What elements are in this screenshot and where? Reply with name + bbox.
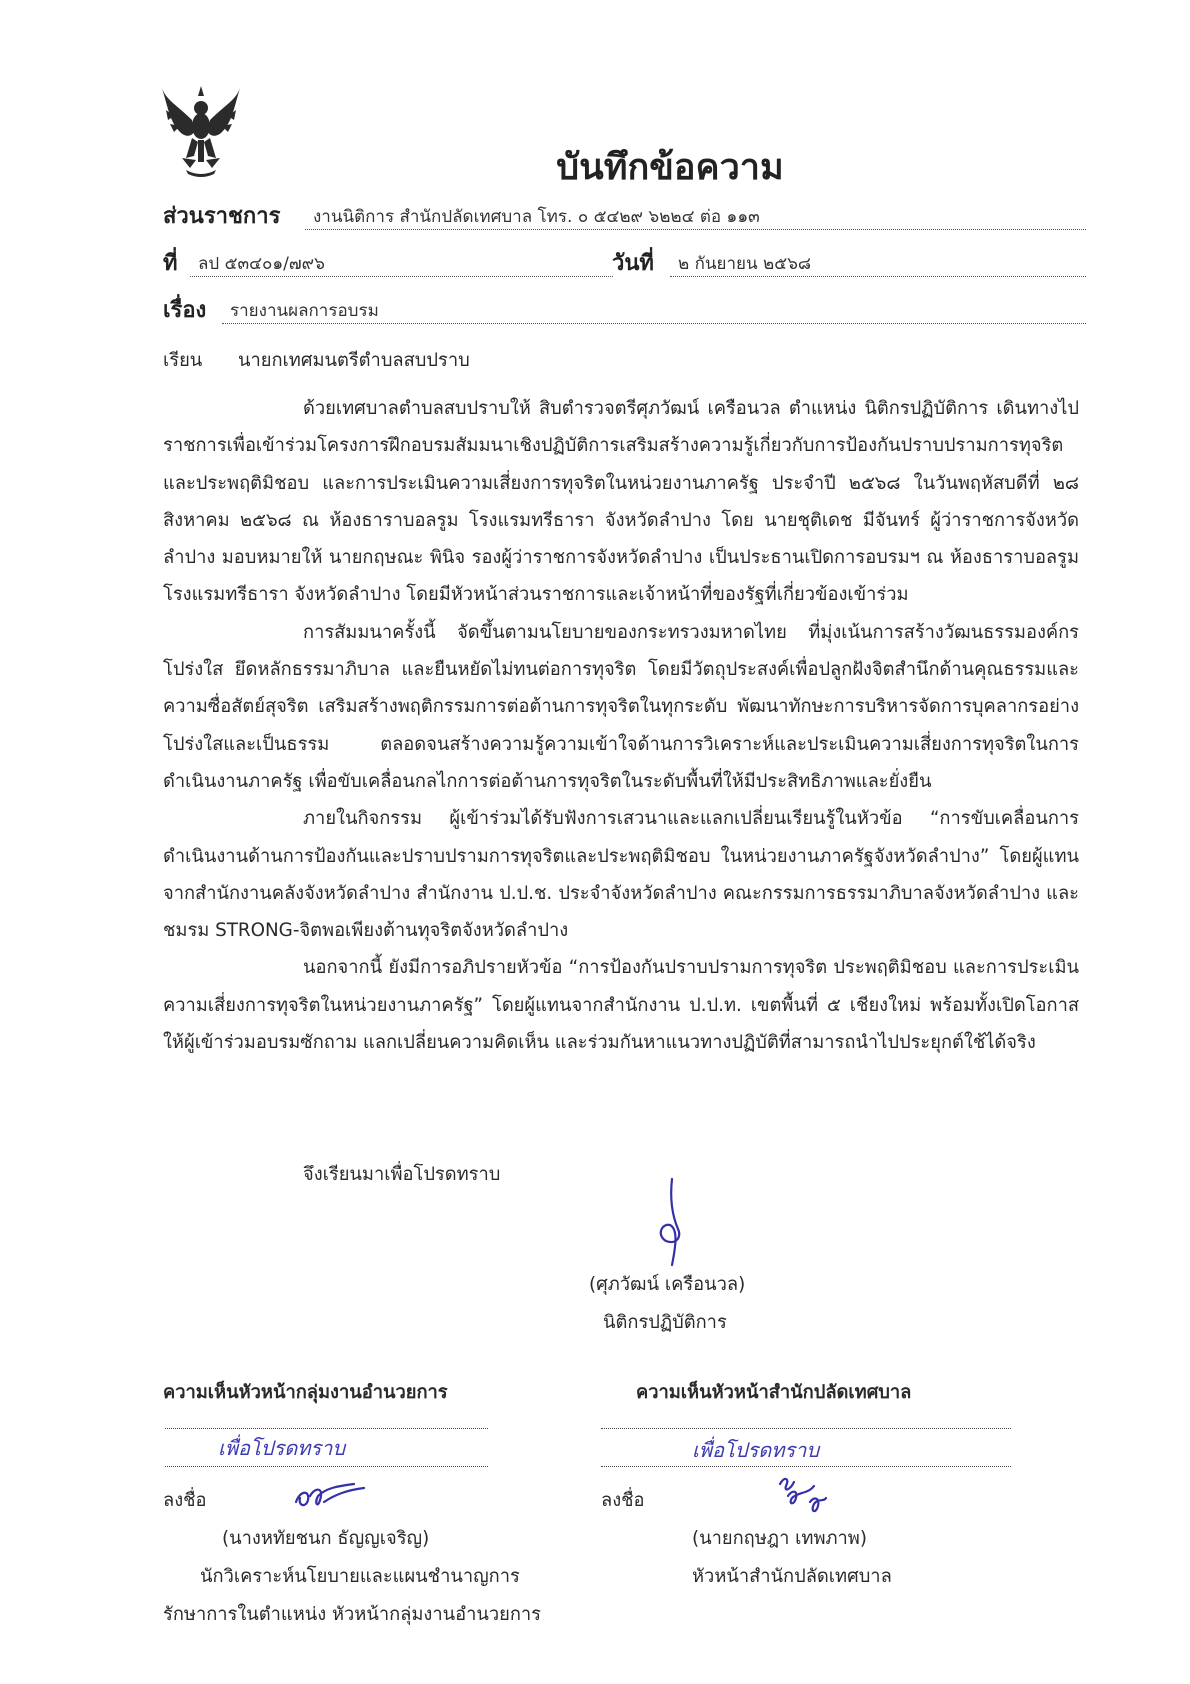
- left-opinion-handwriting: เพื่อโปรดทราบ: [218, 1436, 346, 1460]
- subject-label: เรื่อง: [163, 298, 207, 323]
- date-label: วันที่: [612, 251, 654, 276]
- right-opinion-handwriting: เพื่อโปรดทราบ: [692, 1438, 820, 1462]
- subject-value: รายงานผลการอบรม: [222, 299, 1086, 324]
- right-signature: [774, 1472, 830, 1520]
- body-paragraph-1: ด้วยเทศบาลตำบลสบปราบให้ สิบตำรวจตรีศุภวัฒน์ เครือนวล ตำแหน่ง นิติกรปฏิบัติการ เดินทางไปราชการเพื่อเข้าร่วมโครงการฝึกอบรมสัมมนาเชิงปฏิบัติการเสริมสร้างความรู้เกี่ยวกับการป้องกันปราบปรามการทุจริตและประพฤติมิชอบ และการประเมินความเสี่ยงการทุจริตในหน่วยงานภาครัฐ ประจำปี ๒๕๖๘ ในวันพฤหัสบดีที่ ๒๘ สิงหาคม ๒๕๖๘ ณ ห้องธาราบอลรูม โรงแรมทรีธารา จังหวัดลำปาง โดย นายชุติเดช มีจันทร์ ผู้ว่าราชการจังหวัดลำปาง มอบหมายให้ นายกฤษณะ พินิจ รองผู้ว่าราชการจังหวัดลำปาง เป็นประธานเปิดการอบรมฯ ณ ห้องธาราบอลรูม โรงแรมทรีธารา จังหวัดลำปาง โดยมีหัวหน้าส่วนราชการและเจ้าหน้าที่ของรัฐที่เกี่ยวข้องเข้าร่วม: [163, 398, 1079, 606]
- agency-label: ส่วนราชการ: [163, 204, 281, 229]
- salutation-label: เรียน: [163, 350, 203, 371]
- left-opinion-line-1: [165, 1428, 488, 1429]
- left-signer-position-1: นักวิเคราะห์นโยบายและแผนชำนาญการ: [200, 1566, 520, 1587]
- left-opinion-heading: ความเห็นหัวหน้ากลุ่มงานอำนวยการ: [163, 1382, 448, 1403]
- ref-value: ลป ๕๓๔๐๑/๗๙๖: [190, 252, 613, 277]
- signer-position: นิติกรปฏิบัติการ: [603, 1312, 727, 1333]
- left-signer-position-2: รักษาการในตำแหน่ง หัวหน้ากลุ่มงานอำนวยการ: [163, 1604, 541, 1625]
- right-opinion-line-2: [601, 1466, 1011, 1467]
- date-value: ๒ กันยายน ๒๕๖๘: [670, 252, 1086, 277]
- agency-value: งานนิติการ สำนักปลัดเทศบาล โทร. ๐ ๕๔๒๙ ๖๒๒๔ ต่อ ๑๑๓: [305, 205, 1086, 230]
- signer-name: (ศุภวัฒน์ เครือนวล): [589, 1274, 746, 1295]
- closing-text: จึงเรียนมาเพื่อโปรดทราบ: [303, 1164, 501, 1185]
- body-paragraph-4: นอกจากนี้ ยังมีการอภิปรายหัวข้อ “การป้องกันปราบปรามการทุจริต ประพฤติมิชอบ และการประเมินความเสี่ยงการทุจริตในหน่วยงานภาครัฐ” โดยผู้แทนจากสำนักงาน ป.ป.ท. เขตพื้นที่ ๕ เชียงใหม่ พร้อมทั้งเปิดโอกาสให้ผู้เข้าร่วมอบรมซักถาม แลกเปลี่ยนความคิดเห็น และร่วมกันหาแนวทางปฏิบัติที่สามารถนำไปประยุกต์ใช้ได้จริง: [163, 957, 1079, 1054]
- main-signature: [636, 1175, 706, 1270]
- body-paragraph-3: ภายในกิจกรรม ผู้เข้าร่วมได้รับฟังการเสวนาและแลกเปลี่ยนเรียนรู้ในหัวข้อ “การขับเคลื่อนการดำเนินงานด้านการป้องกันและปราบปรามการทุจริตและประพฤติมิชอบ ในหน่วยงานภาครัฐจังหวัดลำปาง” โดยผู้แทนจากสำนักงานคลังจังหวัดลำปาง สำนักงาน ป.ป.ช. ประจำจังหวัดลำปาง คณะกรรมการธรรมาภิบาลจังหวัดลำปาง และชมรม STRONG-จิตพอเพียงต้านทุจริตจังหวัดลำปาง: [163, 808, 1079, 942]
- left-sign-label: ลงชื่อ: [163, 1490, 207, 1511]
- left-signature: [290, 1480, 370, 1516]
- left-opinion-line-2: [165, 1466, 488, 1467]
- ref-label: ที่: [163, 251, 178, 276]
- body-paragraph-2: การสัมมนาครั้งนี้ จัดขึ้นตามนโยบายของกระทรวงมหาดไทย ที่มุ่งเน้นการสร้างวัฒนธรรมองค์กรโปร่งใส ยึดหลักธรรมาภิบาล และยืนหยัดไม่ทนต่อการทุจริต โดยมีวัตถุประสงค์เพื่อปลูกฝังจิตสำนึกด้านคุณธรรมและความซื่อสัตย์สุจริต เสริมสร้างพฤติกรรมการต่อต้านการทุจริตในทุกระดับ พัฒนาทักษะการบริหารจัดการบุคลากรอย่างโปร่งใสและเป็นธรรม ตลอดจนสร้างความรู้ความเข้าใจด้านการวิเคราะห์และประเมินความเสี่ยงการทุจริตในการดำเนินงานภาครัฐ เพื่อขับเคลื่อนกลไกการต่อต้านการทุจริตในระดับพื้นที่ให้มีประสิทธิภาพและยั่งยืน: [163, 621, 1079, 792]
- memo-title: บันทึกข้อความ: [556, 147, 784, 188]
- right-opinion-heading: ความเห็นหัวหน้าสำนักปลัดเทศบาล: [636, 1382, 912, 1403]
- right-signer-position-1: หัวหน้าสำนักปลัดเทศบาล: [692, 1566, 892, 1587]
- right-signer-name: (นายกฤษฎา เทพภาพ): [692, 1528, 867, 1549]
- memo-body: [163, 390, 1079, 1061]
- left-signer-name: (นางหทัยชนก ธัญญเจริญ): [222, 1528, 430, 1549]
- right-sign-label: ลงชื่อ: [601, 1490, 645, 1511]
- right-opinion-line-1: [601, 1428, 1011, 1429]
- salutation-value: นายกเทศมนตรีตำบลสบปราบ: [238, 350, 470, 371]
